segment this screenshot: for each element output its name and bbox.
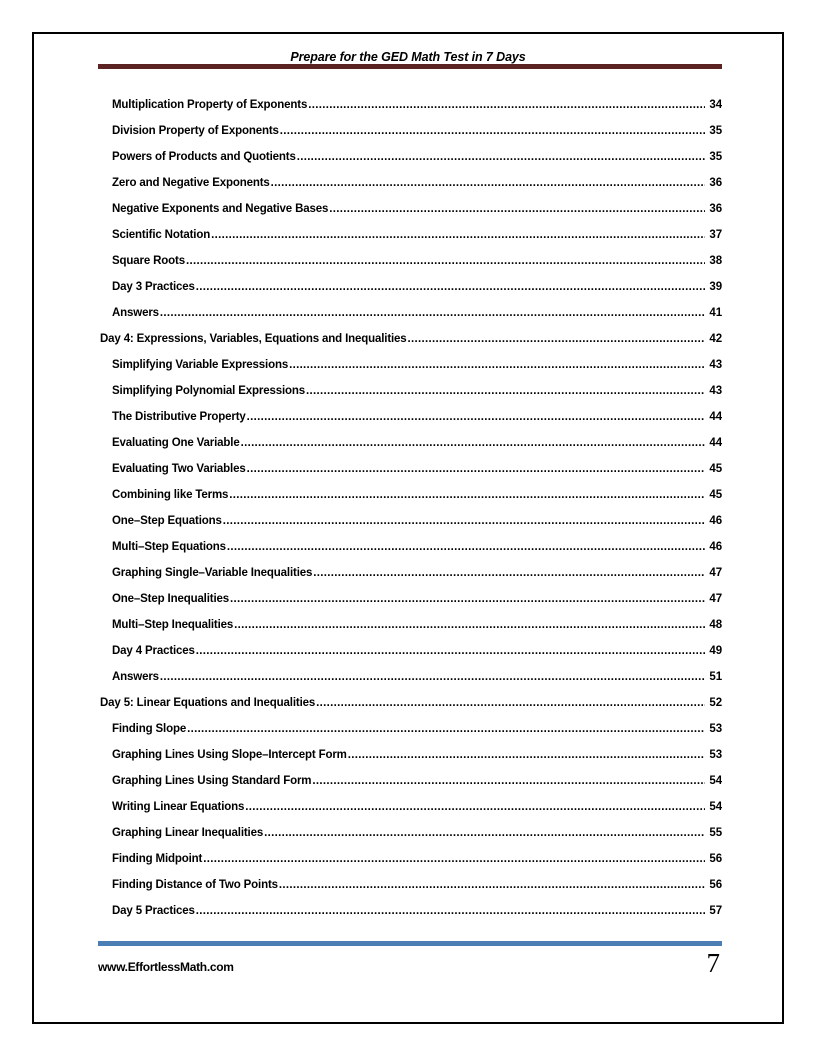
toc-dot-leader	[196, 898, 705, 924]
toc-dot-leader	[230, 586, 705, 612]
toc-dot-leader	[245, 794, 705, 820]
toc-entry[interactable]	[98, 196, 722, 222]
toc-entry[interactable]	[98, 794, 722, 820]
toc-entry[interactable]	[98, 274, 722, 300]
toc-entry-title: Zero and Negative Exponents	[112, 177, 270, 189]
toc-entry-page-number: 35	[709, 125, 722, 137]
toc-entry-page-number: 43	[709, 359, 722, 371]
toc-entry-page-number: 54	[709, 775, 722, 787]
toc-entry-title: Day 5: Linear Equations and Inequalities	[100, 697, 316, 709]
toc-entry-title: Graphing Linear Inequalities	[112, 827, 264, 839]
toc-entry-title: Division Property of Exponents	[112, 125, 279, 137]
toc-dot-leader	[280, 118, 705, 144]
toc-entry-title: Day 4: Expressions, Variables, Equations and Inequalities	[100, 333, 407, 345]
toc-entry[interactable]	[98, 716, 722, 742]
toc-entry-title: Square Roots	[112, 255, 185, 267]
toc-entry-page-number: 51	[709, 671, 722, 683]
toc-entry[interactable]	[98, 898, 722, 924]
toc-dot-leader	[306, 378, 705, 404]
toc-entry-title: Simplifying Variable Expressions	[112, 359, 289, 371]
toc-entry[interactable]	[98, 352, 722, 378]
toc-dot-leader	[264, 820, 705, 846]
toc-entry-page-number: 38	[709, 255, 722, 267]
toc-entry-page-number: 46	[709, 541, 722, 553]
toc-entry-title: Answers	[112, 307, 159, 319]
toc-entry-page-number: 46	[709, 515, 722, 527]
toc-entry[interactable]	[98, 404, 722, 430]
toc-entry-title: Combining like Terms	[112, 489, 229, 501]
toc-entry-title: Simplifying Polynomial Expressions	[112, 385, 306, 397]
toc-entry[interactable]	[98, 690, 722, 716]
toc-entry-title: Writing Linear Equations	[112, 801, 245, 813]
toc-entry-title: Answers	[112, 671, 159, 683]
toc-entry[interactable]	[98, 742, 722, 768]
toc-entry-title: Finding Distance of Two Points	[112, 879, 278, 891]
toc-entry-title: Multiplication Property of Exponents	[112, 99, 308, 111]
toc-entry[interactable]	[98, 846, 722, 872]
toc-entry-page-number: 41	[709, 307, 722, 319]
toc-entry-page-number: 44	[709, 437, 722, 449]
toc-entry-page-number: 49	[709, 645, 722, 657]
footer-website-link[interactable]: www.EffortlessMath.com	[98, 960, 234, 974]
toc-entry-page-number: 43	[709, 385, 722, 397]
toc-dot-leader	[313, 560, 705, 586]
toc-entry[interactable]	[98, 300, 722, 326]
header-divider-rule	[98, 64, 722, 69]
toc-entry-page-number: 34	[709, 99, 722, 111]
toc-entry[interactable]	[98, 820, 722, 846]
toc-entry[interactable]	[98, 92, 722, 118]
table-of-contents	[98, 92, 722, 924]
toc-entry[interactable]	[98, 248, 722, 274]
toc-entry-page-number: 37	[709, 229, 722, 241]
footer-divider-rule	[98, 941, 722, 946]
toc-dot-leader	[160, 664, 705, 690]
toc-entry[interactable]	[98, 222, 722, 248]
toc-entry-page-number: 47	[709, 593, 722, 605]
toc-entry-page-number: 36	[709, 177, 722, 189]
toc-dot-leader	[223, 508, 705, 534]
toc-entry-page-number: 44	[709, 411, 722, 423]
toc-entry[interactable]	[98, 508, 722, 534]
toc-entry-page-number: 57	[709, 905, 722, 917]
toc-entry-page-number: 39	[709, 281, 722, 293]
toc-entry-title: Multi–Step Inequalities	[112, 619, 234, 631]
toc-dot-leader	[203, 846, 705, 872]
toc-entry[interactable]	[98, 768, 722, 794]
toc-entry-title: Graphing Single–Variable Inequalities	[112, 567, 313, 579]
page-sheet	[32, 32, 784, 1024]
toc-entry-page-number: 45	[709, 489, 722, 501]
toc-entry[interactable]	[98, 560, 722, 586]
toc-dot-leader	[279, 872, 705, 898]
toc-dot-leader	[329, 196, 705, 222]
toc-entry-page-number: 48	[709, 619, 722, 631]
toc-entry-title: Day 4 Practices	[112, 645, 195, 657]
toc-entry-page-number: 56	[709, 879, 722, 891]
page-footer	[98, 948, 722, 986]
toc-entry-page-number: 45	[709, 463, 722, 475]
toc-entry-title: Evaluating Two Variables	[112, 463, 246, 475]
toc-dot-leader	[271, 170, 705, 196]
toc-entry[interactable]	[98, 482, 722, 508]
toc-dot-leader	[160, 300, 705, 326]
toc-entry[interactable]	[98, 638, 722, 664]
toc-entry-title: Finding Midpoint	[112, 853, 203, 865]
toc-entry-page-number: 53	[709, 723, 722, 735]
toc-entry-page-number: 42	[709, 333, 722, 345]
toc-dot-leader	[289, 352, 705, 378]
toc-entry[interactable]	[98, 872, 722, 898]
toc-dot-leader	[312, 768, 705, 794]
toc-entry[interactable]	[98, 118, 722, 144]
toc-dot-leader	[196, 274, 705, 300]
toc-entry[interactable]	[98, 612, 722, 638]
toc-entry-title: Multi–Step Equations	[112, 541, 226, 553]
toc-entry-title: Finding Slope	[112, 723, 187, 735]
toc-entry-title: Graphing Lines Using Slope–Intercept Form	[112, 749, 347, 761]
toc-dot-leader	[308, 92, 705, 118]
toc-entry[interactable]	[98, 378, 722, 404]
toc-dot-leader	[187, 716, 705, 742]
toc-entry-title: Graphing Lines Using Standard Form	[112, 775, 312, 787]
toc-entry-title: Scientific Notation	[112, 229, 211, 241]
toc-entry-page-number: 36	[709, 203, 722, 215]
toc-entry-page-number: 52	[709, 697, 722, 709]
toc-entry[interactable]	[98, 144, 722, 170]
toc-entry-page-number: 53	[709, 749, 722, 761]
toc-entry-title: Evaluating One Variable	[112, 437, 240, 449]
toc-dot-leader	[227, 534, 705, 560]
footer-page-number: 7	[706, 948, 720, 978]
toc-entry-title: The Distributive Property	[112, 411, 246, 423]
toc-entry-title: Negative Exponents and Negative Bases	[112, 203, 329, 215]
toc-dot-leader	[247, 456, 705, 482]
toc-dot-leader	[408, 326, 705, 352]
toc-entry-title: One–Step Equations	[112, 515, 222, 527]
toc-dot-leader	[196, 638, 705, 664]
toc-dot-leader	[229, 482, 705, 508]
toc-entry-page-number: 35	[709, 151, 722, 163]
toc-entry[interactable]	[98, 456, 722, 482]
toc-entry[interactable]	[98, 326, 722, 352]
toc-entry-title: Day 5 Practices	[112, 905, 195, 917]
toc-dot-leader	[348, 742, 705, 768]
toc-entry-title: Powers of Products and Quotients	[112, 151, 296, 163]
toc-dot-leader	[241, 430, 705, 456]
toc-entry-page-number: 55	[709, 827, 722, 839]
toc-entry[interactable]	[98, 534, 722, 560]
toc-entry[interactable]	[98, 664, 722, 690]
toc-dot-leader	[316, 690, 705, 716]
toc-dot-leader	[247, 404, 705, 430]
toc-dot-leader	[297, 144, 705, 170]
toc-entry-title: Day 3 Practices	[112, 281, 195, 293]
toc-entry-title: One–Step Inequalities	[112, 593, 229, 605]
running-header-title: Prepare for the GED Math Test in 7 Days	[290, 50, 526, 64]
toc-entry[interactable]	[98, 586, 722, 612]
toc-entry-page-number: 54	[709, 801, 722, 813]
toc-entry[interactable]	[98, 430, 722, 456]
toc-entry[interactable]	[98, 170, 722, 196]
toc-dot-leader	[234, 612, 705, 638]
toc-dot-leader	[186, 248, 705, 274]
toc-entry-page-number: 56	[709, 853, 722, 865]
toc-entry-page-number: 47	[709, 567, 722, 579]
toc-dot-leader	[211, 222, 705, 248]
